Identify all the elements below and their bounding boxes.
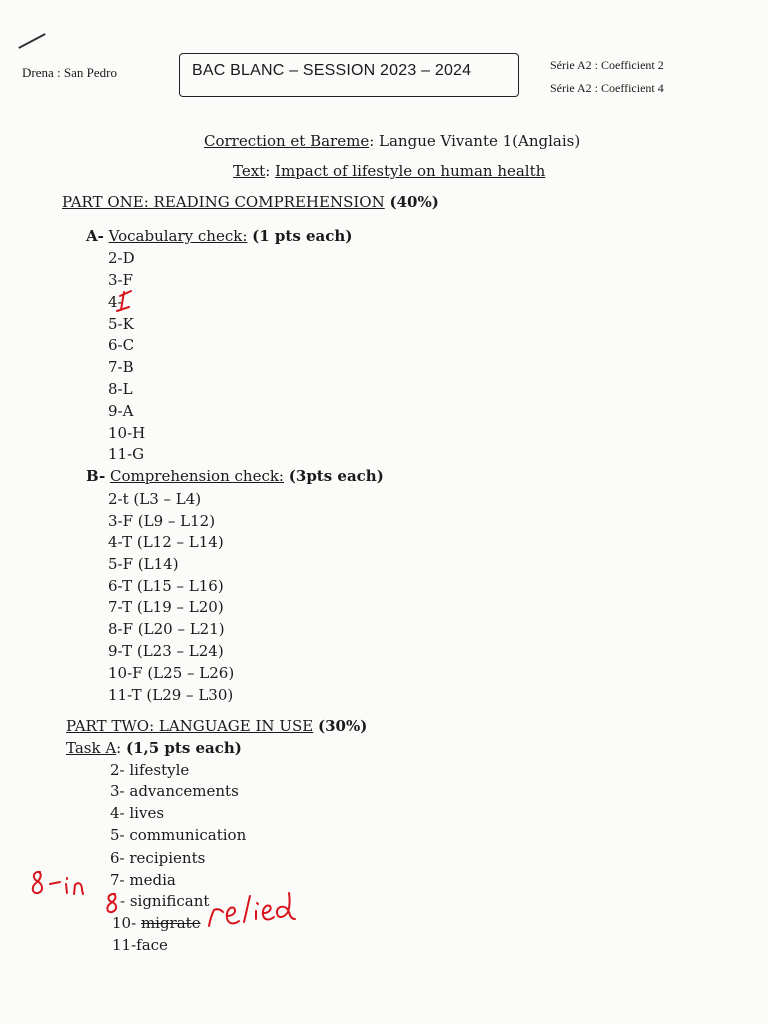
task-a-label: Task A (66, 739, 117, 757)
list-item: 2- lifestyle (110, 761, 190, 779)
part-two-percent: (30%) (317, 717, 368, 735)
list-item: 3-F (L9 – L12) (108, 512, 216, 530)
list-item: 6-C (108, 336, 135, 354)
part-one-title: PART ONE: READING COMPREHENSION (62, 193, 385, 211)
list-item: 10-F (L25 – L26) (108, 664, 235, 682)
struck-answer: migrate (140, 914, 201, 932)
list-item: 3-F (108, 271, 134, 289)
red-overwrite-mark (107, 894, 116, 912)
list-item: 10- migrate (112, 914, 201, 932)
list-item: 7- media (110, 871, 176, 889)
list-item: 9-A (108, 402, 134, 420)
correction-label: Correction et Bareme (204, 132, 370, 150)
handwritten-note-8-in (33, 872, 83, 894)
list-item: 5-K (108, 315, 134, 333)
text-title: Impact of lifestyle on human health (275, 162, 546, 180)
list-item: 2-t (L3 – L4) (108, 490, 202, 508)
exam-title: BAC BLANC – SESSION 2023 – 2024 (192, 62, 472, 79)
red-correction-mark (117, 291, 131, 311)
text-line: Text: Impact of lifestyle on human health (233, 162, 546, 180)
task-a-heading: Task A: (1,5 pts each) (66, 739, 242, 757)
serie-coefficient-1: Série A2 : Coefficient 2 (550, 58, 664, 72)
section-a-heading: A- Vocabulary check: (1 pts each) (86, 227, 353, 245)
part-one-percent: (40%) (389, 193, 439, 211)
list-item: 8-F (L20 – L21) (108, 620, 225, 638)
text-label: Text (233, 162, 266, 180)
list-item: 3- advancements (110, 782, 239, 800)
list-item: 7-T (L19 – L20) (108, 598, 224, 616)
list-item: 4-T (L12 – L14) (108, 533, 224, 551)
part-two-title: PART TWO: LANGUAGE IN USE (66, 717, 314, 735)
list-item: - significant (120, 892, 210, 910)
list-item: 11-G (108, 445, 145, 463)
list-item: 4- (108, 293, 123, 311)
drena-label: Drena : San Pedro (22, 65, 117, 80)
list-item: 10-H (108, 424, 146, 442)
vocabulary-check-label: Vocabulary check: (108, 227, 248, 245)
list-item: 6- recipients (110, 849, 206, 867)
list-item: 9-T (L23 – L24) (108, 642, 224, 660)
list-item: 2-D (108, 249, 135, 267)
handwritten-note-relied (209, 893, 295, 926)
list-item: 11-face (112, 936, 168, 954)
list-item: 6-T (L15 – L16) (108, 577, 224, 595)
correction-subject: : Langue Vivante 1(Anglais) (369, 132, 581, 150)
list-item: 5- communication (110, 826, 247, 844)
comprehension-check-label: Comprehension check: (109, 467, 284, 485)
list-item: 11-T (L29 – L30) (108, 686, 234, 704)
section-b-heading: B- Comprehension check: (3pts each) (86, 467, 384, 485)
list-item: 4- lives (110, 804, 165, 822)
list-item: 5-F (L14) (108, 555, 179, 573)
list-item: 7-B (108, 358, 134, 376)
list-item: 8-L (108, 380, 133, 398)
serie-coefficient-2: Série A2 : Coefficient 4 (550, 81, 664, 95)
